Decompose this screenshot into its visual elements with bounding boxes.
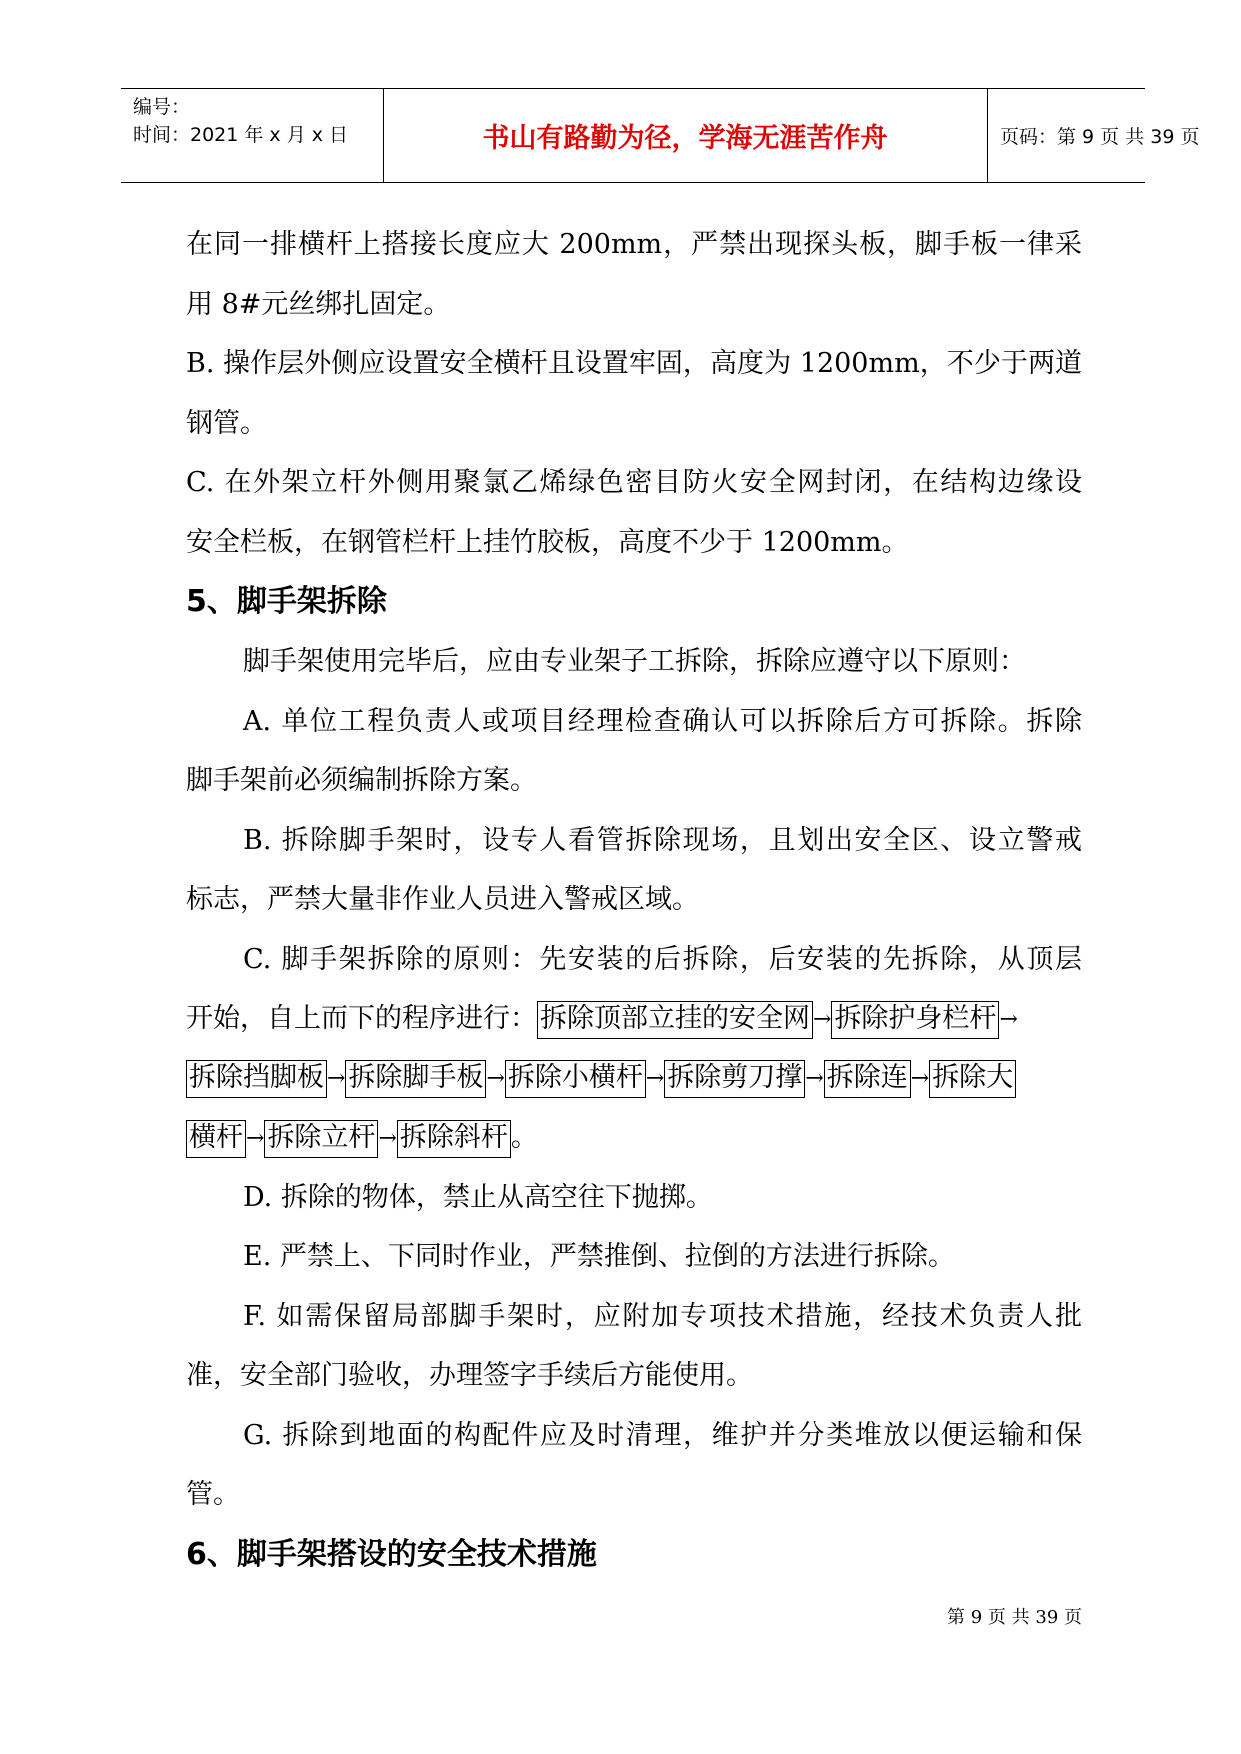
document-number-label: 编号： [133,96,191,118]
text-line: G. 拆除到地面的构配件应及时清理，维护并分类堆放以便运输和保 [243,1419,1082,1451]
arrow-icon: → [486,1066,505,1092]
document-time: 时间：2021 年 x 月 x 日 [133,124,349,146]
text-line: C. 脚手架拆除的原则：先安装的后拆除，后安装的先拆除，从顶层 [243,943,1082,975]
text-line [186,989,1082,1049]
arrow-icon: → [246,1125,265,1151]
paragraph [186,1168,1082,1228]
arrow-icon: → [327,1066,346,1092]
header-meta [133,93,383,149]
text-line: 在同一排横杆上搭接长度应大 200mm，严禁出现探头板，脚手板一律采 [186,229,1082,260]
process-step: 拆除斜杆 [397,1120,511,1158]
paragraph [186,453,1082,572]
header-page-info: 页码：第 9 页 共 39 页 [1000,126,1200,148]
page-footer: 第 9 页 共 39 页 [947,1607,1082,1628]
process-step: 拆除大 [929,1060,1016,1098]
paragraph [186,1406,1082,1525]
section-heading: 5、脚手架拆除 [186,584,387,619]
process-step: 拆除顶部立挂的安全网 [537,1001,813,1039]
text-line: 安全栏板，在钢管栏杆上挂竹胶板，高度不少于 1200mm。 [186,526,909,558]
paragraph [186,632,1082,692]
arrow-icon: → [378,1125,397,1151]
arrow-icon: → [813,1006,832,1032]
document-body [186,215,1082,1585]
text-line: 脚手架使用完毕后，应由专业架子工拆除，拆除应遵守以下原则： [243,646,1026,677]
text-line: 准，安全部门验收，办理签字手续后方能使用。 [186,1360,753,1391]
text-line: B. 拆除脚手架时，设专人看管拆除现场，且划出安全区、设立警戒 [243,824,1082,856]
process-step: 拆除连 [824,1060,911,1098]
process-step: 拆除脚手板 [345,1060,486,1098]
paragraph [186,930,1082,1168]
text-line: D. 拆除的物体，禁止从高空往下抛掷。 [243,1181,713,1213]
paragraph [186,215,1082,334]
text-line: 标志，严禁大量非作业人员进入警戒区域。 [186,884,699,915]
text-line: 钢管。 [186,407,267,439]
process-step: 拆除立杆 [264,1120,378,1158]
text-line: C. 在外架立杆外侧用聚氯乙烯绿色密目防火安全网封闭，在结构边缘设 [186,467,1082,498]
text-line: 用 8#元丝绑扎固定。 [186,288,451,320]
paragraph [186,334,1082,453]
text-line: 管。 [186,1479,240,1510]
process-step: 拆除挡脚板 [186,1060,327,1098]
arrow-icon: → [910,1066,930,1092]
process-step: 拆除小横杆 [505,1060,646,1098]
arrow-icon: → [999,1006,1018,1032]
arrow-icon: → [805,1066,824,1092]
header-motto: 书山有路勤为径，学海无涯苦作舟 [482,123,888,154]
section-heading: 6、脚手架搭设的安全技术措施 [186,1536,597,1572]
text-line [186,1049,1082,1109]
process-step: 拆除剪刀撑 [664,1060,805,1098]
paragraph [186,1287,1082,1406]
text-line: F. 如需保留局部脚手架时，应附加专项技术措施，经技术负责人批 [243,1300,1082,1332]
paragraph [186,1227,1082,1287]
text-line: 脚手架前必须编制拆除方案。 [186,765,537,796]
text-line: B. 操作层外侧应设置安全横杆且设置牢固，高度为 1200mm，不少于两道 [186,348,1082,379]
period-mark: 。 [510,1122,538,1153]
text-line: E. 严禁上、下同时作业，严禁推倒、拉倒的方法进行拆除。 [243,1241,955,1272]
page-header [121,88,1200,183]
process-intro: 开始，自上而下的程序进行： [186,1003,537,1034]
header-divider [987,89,988,182]
process-step: 拆除护身栏杆 [831,1001,999,1039]
paragraph [186,692,1082,811]
arrow-icon: → [645,1066,665,1092]
text-line [186,1108,1082,1168]
process-step: 横杆 [186,1120,246,1158]
text-line: A. 单位工程负责人或项目经理检查确认可以拆除后方可拆除。拆除 [243,705,1082,737]
paragraph [186,811,1082,930]
